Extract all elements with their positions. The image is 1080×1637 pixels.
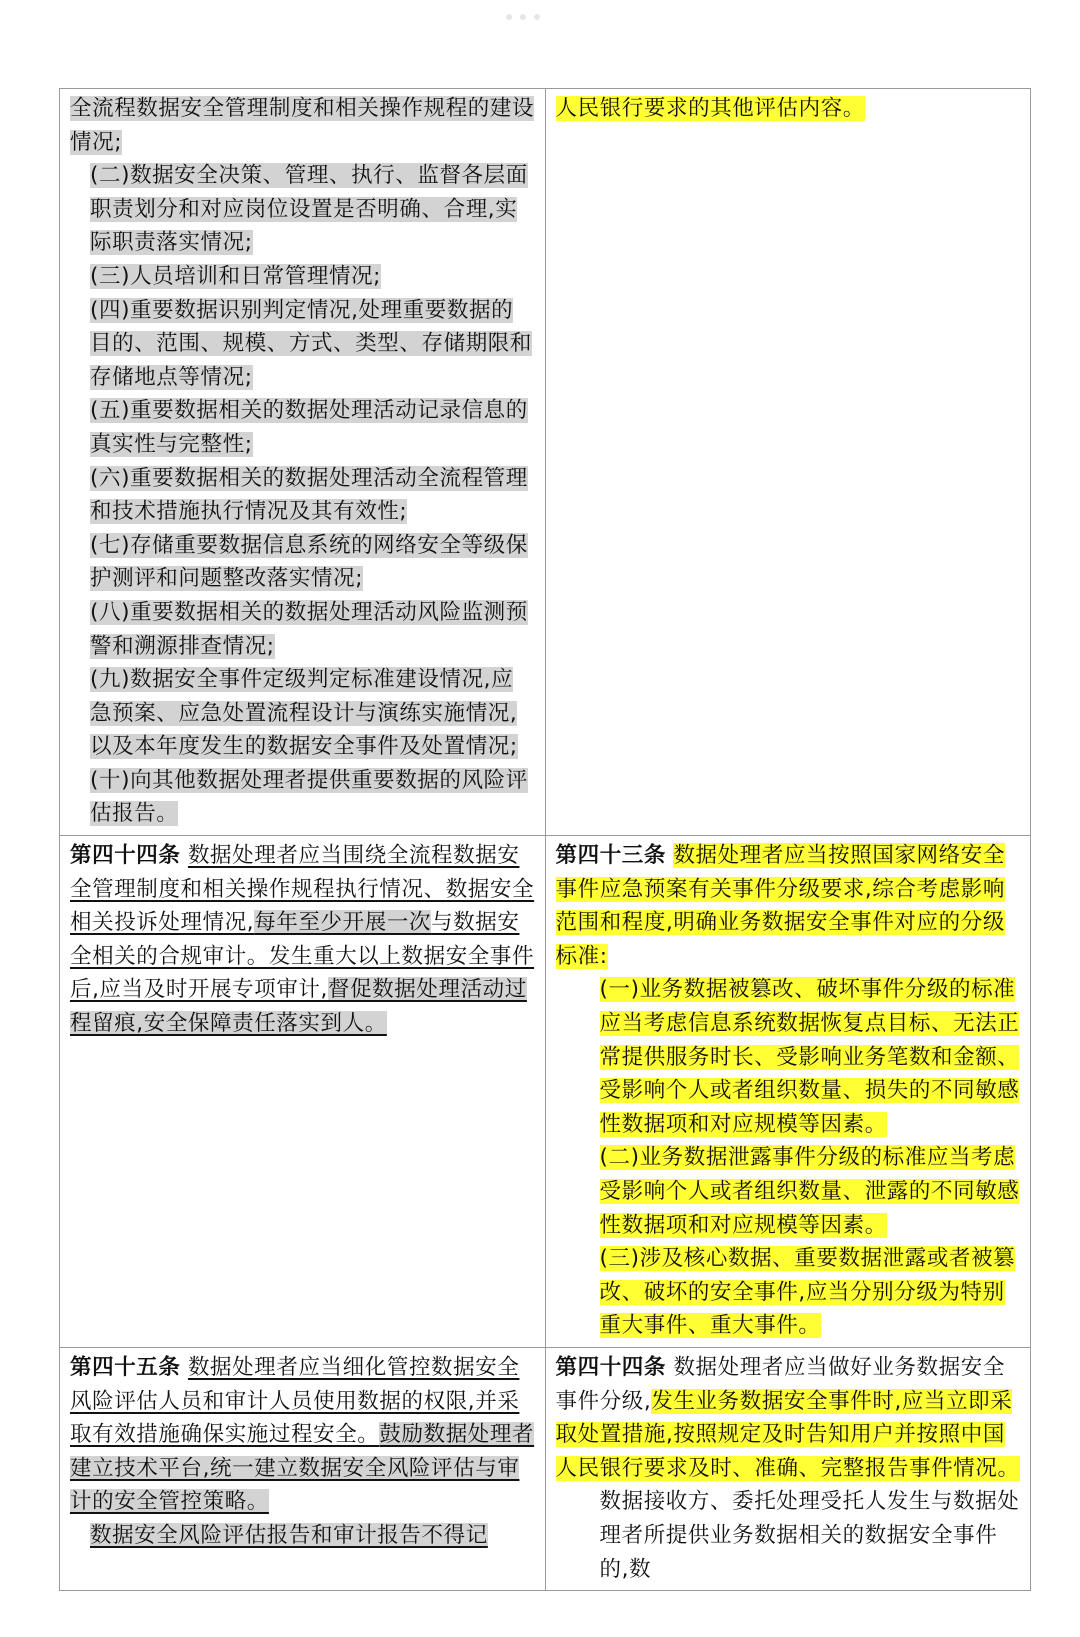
article-number: 第四十四条: [70, 843, 181, 869]
right-cell-row1: [545, 89, 1031, 836]
left-cell-row1: [60, 89, 546, 836]
item-line: (二)数据安全决策、管理、执行、监督各层面职责划分和对应岗位设置是否明确、合理,实际职责落实情况;: [90, 163, 528, 256]
right-cell-row2: [545, 836, 1031, 1348]
table-row: [60, 89, 1031, 836]
table-row: [60, 836, 1031, 1348]
article-text: 与数据安全相关的合规审计。发生重大以上数据安全事件后,应当及时开展专项审计,: [70, 910, 535, 1003]
article-text: (三)涉及核心数据、重要数据泄露或者被篡改、破坏的安全事件,应当分别分级为特别重大事件、重大事件。: [599, 1246, 1016, 1339]
article-text: 督促数据处理活动过程留痕,安全保障责任落实到人。: [70, 977, 527, 1037]
item-line: (三)人员培训和日常管理情况;: [90, 263, 382, 289]
article-text: 发生业务数据安全事件时,应当立即采取处置措施,按照规定及时告知用户并按照中国人民银行要求及时、准确、完整报告事件情况。: [555, 1388, 1020, 1481]
item-line: (四)重要数据识别判定情况,处理重要数据的目的、范围、规模、方式、类型、存储期限和存储地点等情况;: [90, 297, 533, 390]
article-text: (二)业务数据泄露事件分级的标准应当考虑受影响个人或者组织数量、泄露的不同敏感性数据项和对应规模等因素。: [599, 1145, 1020, 1238]
article-text: 数据处理者应当做好业务数据安全事件分级,: [555, 1354, 1005, 1414]
article-text: 每年至少开展一次: [254, 910, 432, 936]
item-line: (九)数据安全事件定级判定标准建设情况,应急预案、应急处置流程设计与演练实施情况,以及本年度发生的数据安全事件及处置情况;: [90, 667, 518, 760]
article-text: (一)业务数据被篡改、破坏事件分级的标准应当考虑信息系统数据恢复点目标、无法正常提供服务时长、受影响业务笔数和金额、受影响个人或者组织数量、损失的不同敏感性数据项和对应规模等因素。: [599, 977, 1020, 1137]
item-line: (七)存储重要数据信息系统的网络安全等级保护测评和问题整改落实情况;: [90, 532, 528, 592]
item-line: 全流程数据安全管理制度和相关操作规程的建设情况;: [70, 96, 535, 155]
table-row: [60, 1347, 1031, 1590]
article-number: 第四十五条: [70, 1354, 181, 1380]
item-line: (五)重要数据相关的数据处理活动记录信息的真实性与完整性;: [90, 398, 528, 457]
right-cell-row3: [545, 1347, 1031, 1590]
highlighted-text: 人民银行要求的其他评估内容。: [555, 96, 865, 121]
left-cell-row3: [60, 1347, 546, 1590]
article-text: 数据处理者应当细化管控数据安全风险评估人员和审计人员使用数据的权限,并采取有效措施确保实施过程安全。: [70, 1354, 520, 1448]
article-text: 鼓励数据处理者建立技术平台,统一建立数据安全风险评估与审计的安全管控策略。: [70, 1422, 535, 1515]
article-text: 数据安全风险评估报告和审计报告不得记: [90, 1522, 488, 1548]
left-cell-row2: [60, 836, 546, 1348]
article-text: 数据处理者应当按照国家网络安全事件应急预案有关事件分级要求,综合考虑影响范围和程度,明确业务数据安全事件对应的分级标准:: [555, 843, 1005, 969]
article-text: 数据接收方、委托处理受托人发生与数据处理者所提供业务数据相关的数据安全事件的,数: [599, 1489, 1020, 1582]
item-line: (八)重要数据相关的数据处理活动风险监测预警和溯源排查情况;: [90, 599, 528, 659]
article-text: 数据处理者应当围绕全流程数据安全管理制度和相关操作规程执行情况、数据安全相关投诉处理情况,: [70, 843, 535, 936]
item-line: (十)向其他数据处理者提供重要数据的风险评估报告。: [90, 767, 528, 827]
window-dots: [506, 14, 540, 20]
comparison-table: [59, 88, 1031, 1591]
article-number: 第四十四条: [555, 1354, 667, 1380]
item-line: (六)重要数据相关的数据处理活动全流程管理和技术措施执行情况及其有效性;: [90, 465, 528, 525]
article-number: 第四十三条: [555, 843, 667, 869]
